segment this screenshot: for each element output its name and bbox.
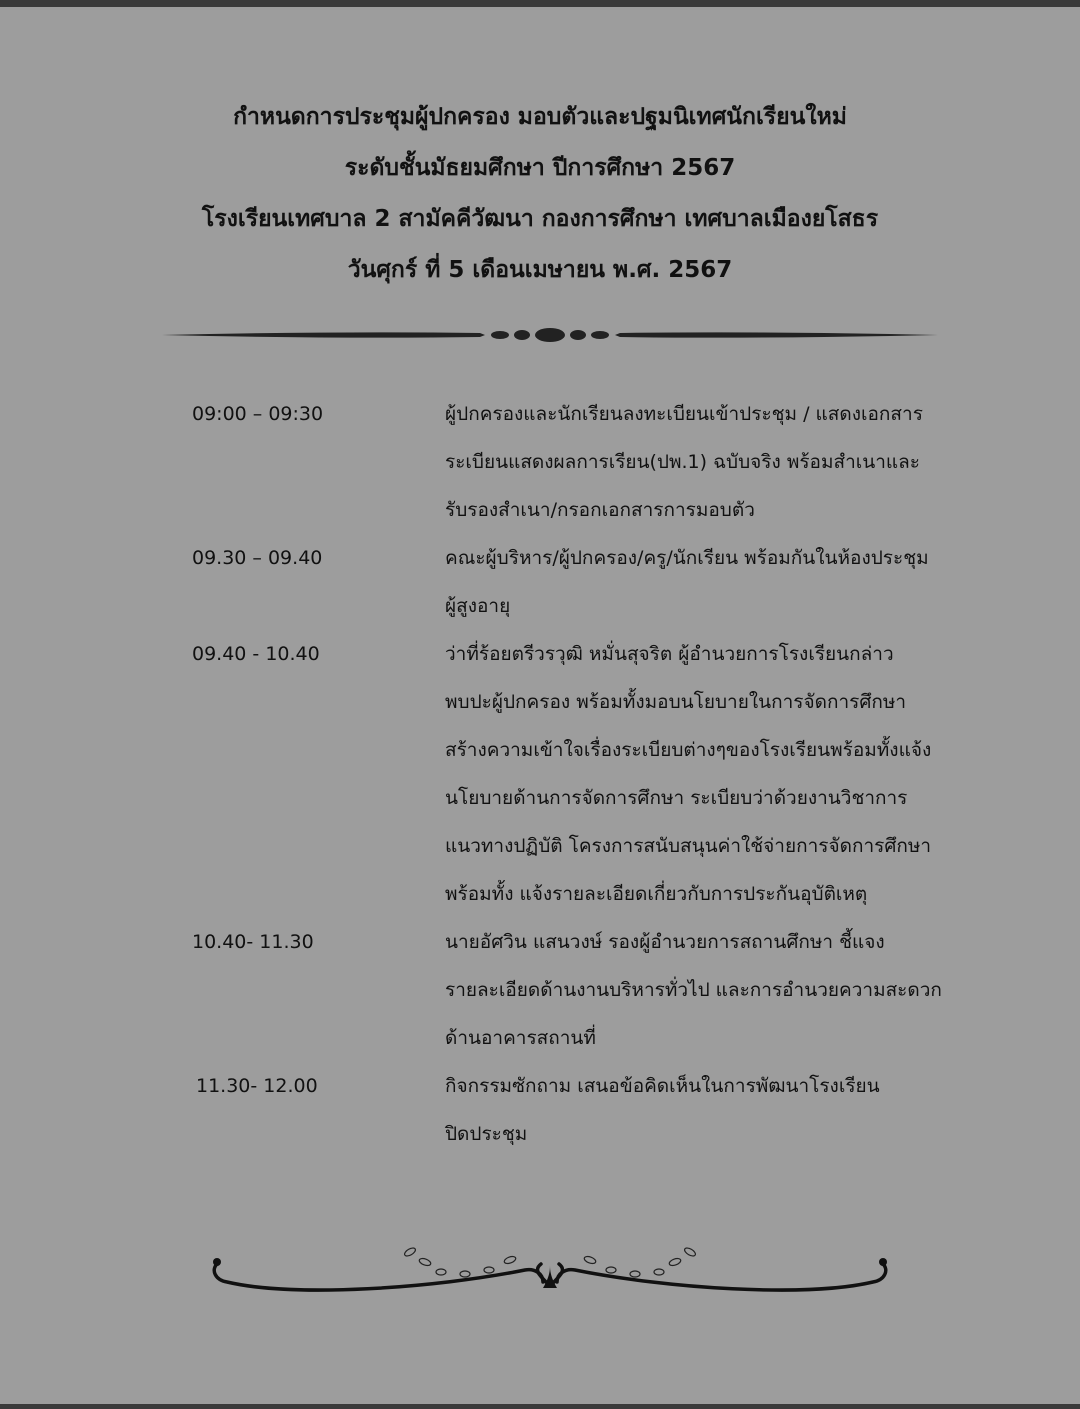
- schedule-time: 11.30- 12.00: [196, 1075, 318, 1097]
- schedule-description: [445, 630, 985, 918]
- description-line: พร้อมทั้ง แจ้งรายละเอียดเกี่ยวกับการประกันอุบัติเหตุ: [445, 883, 868, 905]
- schedule-time: 10.40- 11.30: [192, 931, 314, 953]
- description-line: นายอัศวิน แสนวงษ์ รองผู้อำนวยการสถานศึกษา ชี้แจง: [445, 931, 885, 953]
- schedule-list: [0, 390, 1080, 1158]
- description-line: กิจกรรมซักถาม เสนอข้อคิดเห็นในการพัฒนาโรงเรียน: [445, 1075, 880, 1097]
- schedule-time: 09.30 – 09.40: [192, 547, 323, 569]
- schedule-description: [445, 1062, 985, 1158]
- description-line: นโยบายด้านการจัดการศึกษา ระเบียบว่าด้วยงานวิชาการ: [445, 787, 908, 809]
- title-line-4: วันศุกร์ ที่ 5 เดือนเมษายน พ.ศ. 2567: [347, 257, 733, 283]
- flourish-swirl-divider-icon: [205, 1240, 895, 1310]
- document-title: [0, 92, 1080, 296]
- bottom-frame-bar: [0, 1404, 1080, 1409]
- schedule-description: [445, 534, 985, 630]
- description-line: แนวทางปฏิบัติ โครงการสนับสนุนค่าใช้จ่ายการจัดการศึกษา: [445, 835, 932, 857]
- title-line-3: โรงเรียนเทศบาล 2 สามัคคีวัฒนา กองการศึกษา เทศบาลเมืองยโสธร: [201, 206, 879, 232]
- description-line: ว่าที่ร้อยตรีวรวุฒิ หมั่นสุจริต ผู้อำนวยการโรงเรียนกล่าว: [445, 643, 894, 665]
- schedule-time: 09.40 - 10.40: [192, 643, 320, 665]
- schedule-row: [0, 534, 1080, 630]
- title-line-1: กำหนดการประชุมผู้ปกครอง มอบตัวและปฐมนิเทศนักเรียนใหม่: [233, 104, 847, 130]
- description-line: ปิดประชุม: [445, 1123, 528, 1145]
- ornamental-line-divider-icon: [160, 318, 940, 352]
- schedule-row: [0, 630, 1080, 918]
- description-line: รับรองสำเนา/กรอกเอกสารการมอบตัว: [445, 499, 755, 521]
- description-line: ผู้ปกครองและนักเรียนลงทะเบียนเข้าประชุม / แสดงเอกสาร: [445, 403, 923, 425]
- description-line: ระเบียนแสดงผลการเรียน(ปพ.1) ฉบับจริง พร้อมสำเนาและ: [445, 451, 920, 473]
- description-line: รายละเอียดด้านงานบริหารทั่วไป และการอำนวยความสะดวก: [445, 979, 942, 1001]
- description-line: ด้านอาคารสถานที่: [445, 1027, 596, 1049]
- description-line: พบปะผู้ปกครอง พร้อมทั้งมอบนโยบายในการจัดการศึกษา: [445, 691, 907, 713]
- description-line: ผู้สูงอายุ: [445, 595, 511, 617]
- schedule-row: [0, 918, 1080, 1062]
- schedule-time: 09:00 – 09:30: [192, 403, 324, 425]
- schedule-description: [445, 918, 985, 1062]
- schedule-row: [0, 1062, 1080, 1158]
- top-frame-bar: [0, 0, 1080, 7]
- description-line: คณะผู้บริหาร/ผู้ปกครอง/ครู/นักเรียน พร้อมกันในห้องประชุม: [445, 547, 929, 569]
- schedule-description: [445, 390, 985, 534]
- schedule-row: [0, 390, 1080, 534]
- description-line: สร้างความเข้าใจเรื่องระเบียบต่างๆของโรงเรียนพร้อมทั้งแจ้ง: [445, 739, 932, 761]
- title-line-2: ระดับชั้นมัธยมศึกษา ปีการศึกษา 2567: [344, 155, 736, 181]
